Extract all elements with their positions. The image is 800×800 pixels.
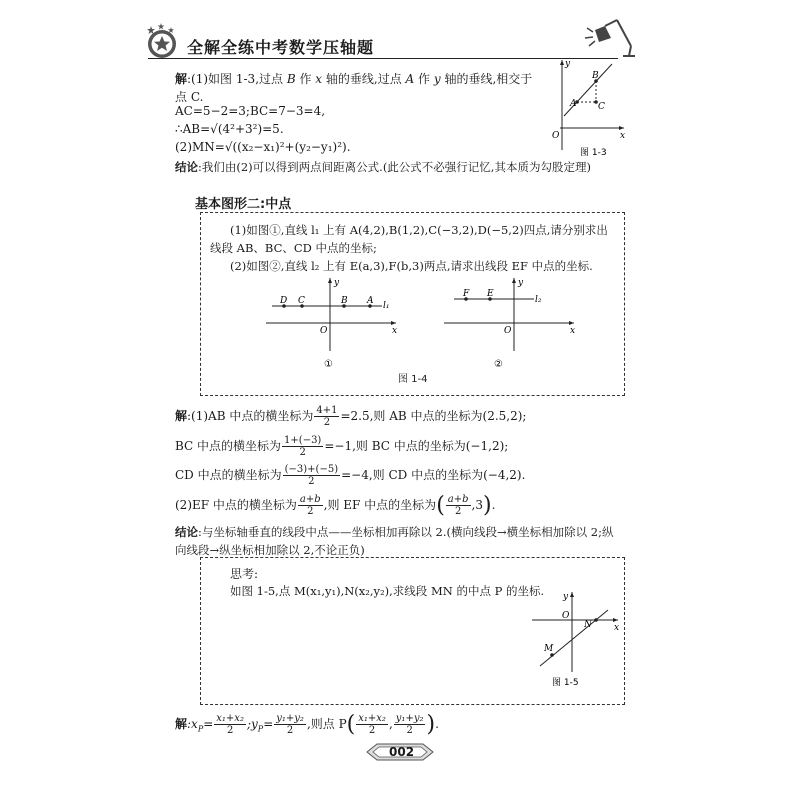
fig13-point-c-label: C bbox=[598, 102, 605, 112]
solution-label: 解 bbox=[175, 72, 188, 86]
fig13-origin-label: O bbox=[552, 131, 560, 141]
fig13-x-label: x bbox=[620, 131, 626, 141]
header-emblem bbox=[145, 22, 185, 62]
fig13-point-a-label: A bbox=[570, 99, 577, 109]
fraction: $\frac{\text{x₁+x₂}}{2}$ bbox=[358, 713, 386, 736]
figure-1-4-left bbox=[262, 275, 402, 370]
fig15-point-m-label: M bbox=[544, 644, 554, 654]
fig14-point-d-label: D bbox=[280, 296, 288, 306]
conclusion2-line2: 向线段→纵坐标相加除以 2,不论正负) bbox=[175, 543, 365, 557]
fig14-line-l2-label: l₂ bbox=[535, 295, 542, 305]
fig14-left-sublabel: ① bbox=[324, 359, 333, 370]
solution2-line3: CD 中点的横坐标为 $\frac{(-3)+(-5)}{2}$ =−4,则 CD 中点的坐标为(−4,2). bbox=[175, 464, 526, 487]
figure-1-5 bbox=[522, 590, 622, 690]
star-badge-icon bbox=[145, 22, 185, 62]
figure-1-4-right bbox=[440, 275, 580, 370]
fig13-caption: 图 1-3 bbox=[580, 148, 607, 158]
solution2-line4: (2)EF 中点的横坐标为 $\frac{a+b}{2}$ ,则 EF 中点的坐标为( $\frac{a+b}{2}$ ,3). bbox=[175, 493, 496, 518]
fraction: $\frac{(-3)+(-5)}{2}$ bbox=[284, 464, 339, 487]
page-number: 002 bbox=[389, 745, 415, 759]
fig14-point-a-label: A bbox=[367, 296, 374, 306]
fig14-right-x-label: x bbox=[570, 326, 576, 336]
fig14-caption: 图 1-4 bbox=[398, 374, 428, 385]
fraction: $\frac{1+(-3)}{2}$ bbox=[284, 435, 322, 458]
fraction: $\frac{\text{y₁+y₂}}{2}$ bbox=[395, 713, 424, 736]
top-solution-line2: 点 C. bbox=[175, 90, 204, 104]
fig15-x-label: x bbox=[614, 623, 620, 633]
problem-line1: (1)如图①,直线 l₁ 上有 A(4,2),B(1,2),C(−3,2),D(−5,2)四点,请分别求出 bbox=[230, 223, 608, 237]
problem-line3: (2)如图②,直线 l₂ 上有 E(a,3),F(b,3)两点,请求出线段 EF 中点的坐标. bbox=[230, 259, 593, 273]
solution2-line2: BC 中点的横坐标为 $\frac{1+(-3)}{2}$ =−1,则 BC 中点的坐标为(−1,2); bbox=[175, 435, 509, 458]
fig14-right-sublabel: ② bbox=[494, 359, 503, 370]
fig14-left-origin-label: O bbox=[320, 326, 328, 336]
fraction: $\frac{a+b}{2}$ bbox=[447, 494, 469, 517]
fig14-point-f-label: F bbox=[463, 289, 470, 299]
think-body: 如图 1-5,点 M(x₁,y₁),N(x₂,y₂),求线段 MN 的中点 P 的坐标. bbox=[230, 584, 545, 598]
fraction: $\frac{4+1}{2}$ bbox=[316, 405, 338, 428]
solution2-line1: 解:(1)AB 中点的横坐标为 $\frac{4+1}{2}$ =2.5,则 AB 中点的坐标为(2.5,2); bbox=[175, 405, 527, 428]
figure-1-3 bbox=[540, 58, 630, 158]
fig13-y-label: y bbox=[565, 59, 571, 69]
top-solution-line5: (2)MN=√((x₂−x₁)²+(y₂−y₁)²). bbox=[175, 140, 351, 154]
problem-line2: 线段 AB、BC、CD 中点的坐标; bbox=[210, 241, 377, 255]
fig14-left-x-label: x bbox=[392, 326, 398, 336]
conclusion-label: 结论 bbox=[175, 160, 198, 174]
fig14-right-y-label: y bbox=[518, 278, 524, 288]
fig14-line-l1-label: l₁ bbox=[383, 301, 390, 311]
fig14-point-b-label: B bbox=[341, 296, 348, 306]
fig15-y-label: y bbox=[563, 592, 569, 602]
fraction: $\frac{\text{x₁+x₂}}{2}$ bbox=[216, 713, 244, 736]
header-title: 全解全练中考数学压轴题 bbox=[187, 38, 375, 57]
top-solution-line3: AC=5−2=3;BC=7−3=4, bbox=[175, 104, 326, 118]
fraction: $\frac{a+b}{2}$ bbox=[299, 494, 321, 517]
lamp-icon bbox=[575, 18, 635, 60]
fig15-origin-label: O bbox=[562, 611, 570, 621]
fig15-caption: 图 1-5 bbox=[552, 678, 579, 688]
top-solution-line1: 解:(1)如图 1-3,过点 B 作 x 轴的垂线,过点 A 作 y 轴的垂线,相交于 bbox=[175, 72, 533, 86]
section-heading: 基本图形二:中点 bbox=[195, 197, 292, 212]
top-conclusion: 结论:我们由(2)可以得到两点间距离公式.(此公式不必强行记忆,其本质为勾股定理) bbox=[175, 160, 591, 174]
fig14-point-e-label: E bbox=[487, 289, 494, 299]
think-title: 思考: bbox=[230, 567, 259, 581]
final-solution: 解$:x_P=$ $\frac{\text{x₁+x₂}}{2}$ $;y_P=$ $\frac{\text{y₁+y₂}}{2}$ ,则点 P( $\frac{\text{x₁+x₂}}{2}$ , $\frac{\text{y₁+y₂}}{2}$ ). bbox=[175, 712, 439, 737]
fig14-left-y-label: y bbox=[334, 278, 340, 288]
fig14-right-origin-label: O bbox=[504, 326, 512, 336]
conclusion2-line1: 结论:与坐标轴垂直的线段中点——坐标相加再除以 2.(横向线段→横坐标相加除以 2;纵 bbox=[175, 525, 614, 539]
fig15-point-n-label: N bbox=[584, 620, 592, 630]
fig13-point-b-label: B bbox=[592, 71, 599, 81]
fraction: $\frac{\text{y₁+y₂}}{2}$ bbox=[276, 713, 304, 736]
top-solution-line4: ∴AB=√(4²+3²)=5. bbox=[175, 122, 284, 136]
fig14-point-c-label: C bbox=[298, 296, 305, 306]
